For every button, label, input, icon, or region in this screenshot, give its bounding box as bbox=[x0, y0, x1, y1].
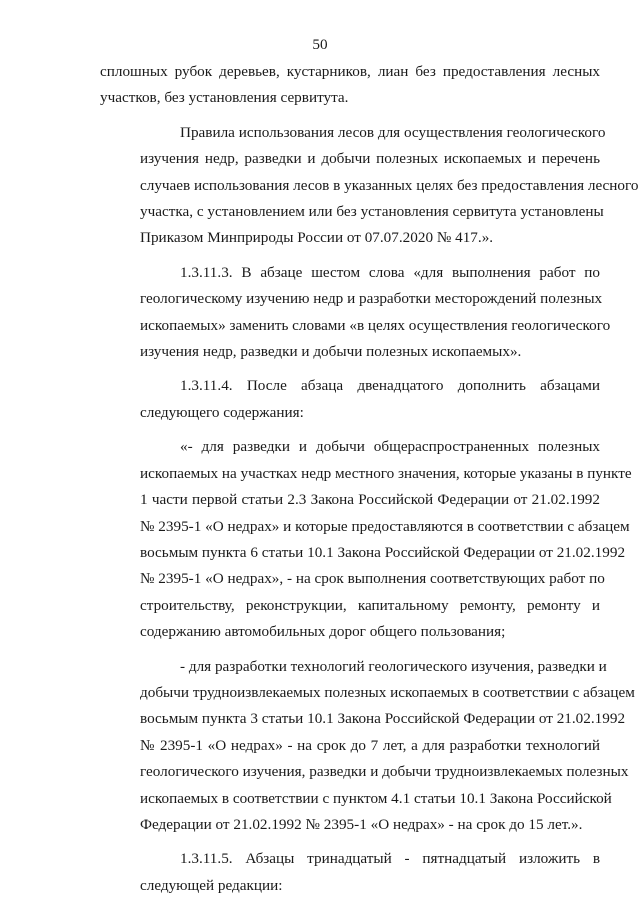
text-line: 1.3.11.3. В абзаце шестом слова «для выполнения работ по bbox=[180, 263, 600, 281]
page-number: 50 bbox=[312, 36, 328, 53]
text-line: следующего содержания: bbox=[140, 403, 304, 421]
text-line: Приказом Минприроды России от 07.07.2020 № 417.». bbox=[140, 229, 494, 247]
text-line: участков, без установления сервитута. bbox=[100, 89, 349, 107]
paragraph bbox=[100, 654, 635, 839]
document-body bbox=[100, 59, 639, 899]
text-line: ископаемых в соответствии с пунктом 4.1 статьи 10.1 Закона Российской bbox=[140, 789, 612, 807]
text-line: Федерации от 21.02.1992 № 2395-1 «О недрах» - на срок до 15 лет.». bbox=[140, 815, 583, 833]
text-line: ископаемых» заменить словами «в целях осуществления геологического bbox=[140, 316, 611, 334]
text-line: № 2395-1 «О недрах» и которые предоставляются в соответствии с абзацем bbox=[140, 517, 630, 535]
paragraph-gap bbox=[100, 426, 600, 434]
paragraph bbox=[100, 59, 600, 112]
text-line: случаев использования лесов в указанных целях без предоставления лесного bbox=[140, 176, 639, 194]
paragraph-gap bbox=[100, 838, 600, 846]
paragraph bbox=[100, 373, 600, 426]
text-line: сплошных рубок деревьев, кустарников, лиан без предоставления лесных bbox=[100, 63, 600, 80]
paragraph bbox=[100, 434, 632, 645]
text-line: следующей редакции: bbox=[140, 876, 283, 894]
text-line: восьмым пункта 6 статьи 10.1 Закона Российской Федерации от 21.02.1992 bbox=[140, 543, 626, 561]
text-line: изучения недр, разведки и добычи полезных ископаемых». bbox=[140, 343, 522, 361]
text-line: № 2395-1 «О недрах», - на срок выполнения соответствующих работ по bbox=[140, 570, 605, 588]
text-line: изучения недр, разведки и добычи полезных ископаемых и перечень bbox=[140, 150, 600, 168]
paragraph-gap bbox=[100, 646, 600, 654]
text-line: 1.3.11.4. После абзаца двенадцатого дополнить абзацами bbox=[180, 377, 600, 395]
text-line: геологическому изучению недр и разработки месторождений полезных bbox=[140, 290, 603, 308]
paragraph bbox=[100, 846, 600, 899]
text-line: восьмым пункта 3 статьи 10.1 Закона Российской Федерации от 21.02.1992 bbox=[140, 710, 626, 728]
text-line: геологического изучения, разведки и добычи трудноизвлекаемых полезных bbox=[140, 763, 629, 781]
text-line: «- для разведки и добычи общераспространенных полезных bbox=[180, 438, 600, 456]
text-line: добычи трудноизвлекаемых полезных ископаемых в соответствии с абзацем bbox=[140, 683, 635, 701]
text-line: 1 части первой статьи 2.3 Закона Российской Федерации от 21.02.1992 bbox=[140, 491, 600, 509]
text-line: Правила использования лесов для осуществления геологического bbox=[180, 123, 606, 141]
text-line: - для разработки технологий геологического изучения, разведки и bbox=[180, 657, 607, 675]
text-line: содержанию автомобильных дорог общего пользования; bbox=[140, 623, 506, 641]
text-line: № 2395-1 «О недрах» - на срок до 7 лет, а для разработки технологий bbox=[140, 736, 600, 754]
text-line: ископаемых на участках недр местного значения, которые указаны в пункте bbox=[140, 464, 632, 482]
paragraph-gap bbox=[100, 252, 600, 260]
paragraph bbox=[100, 120, 639, 252]
text-line: строительству, реконструкции, капитальному ремонту, ремонту и bbox=[140, 596, 600, 614]
text-line: 1.3.11.5. Абзацы тринадцатый - пятнадцатый изложить в bbox=[180, 850, 600, 868]
paragraph bbox=[100, 260, 611, 366]
text-line: участка, с установлением или без установления сервитута установлены bbox=[140, 203, 604, 221]
paragraph-gap bbox=[100, 112, 600, 120]
paragraph-gap bbox=[100, 365, 600, 373]
